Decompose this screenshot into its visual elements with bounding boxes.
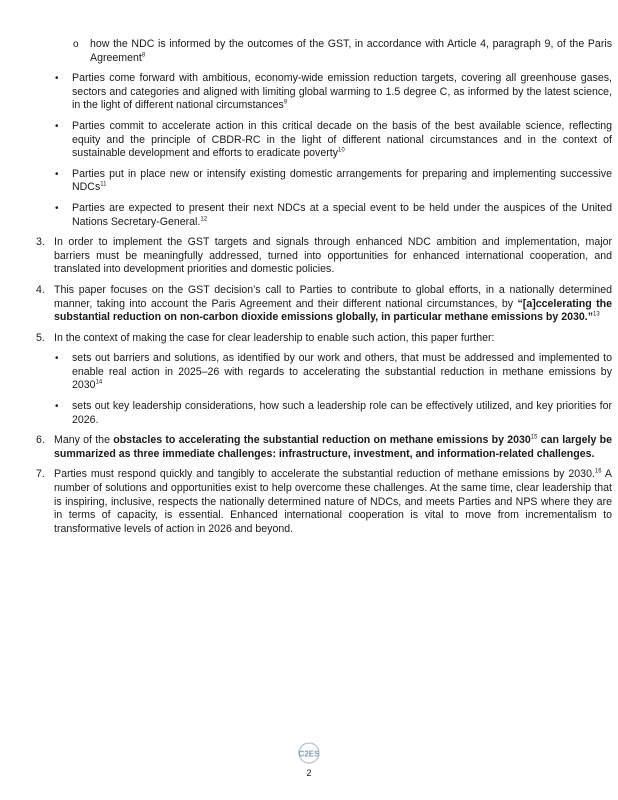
bullet-item: [36, 400, 612, 427]
footnote-ref[interactable]: 12: [200, 216, 208, 222]
paragraph-text: This paper focuses on the GST decision’s call to Parties to contribute to global efforts, in a nationally determined manner, taking into account the Paris Agreement and their different national circumstances, by: [54, 283, 612, 310]
footnote-ref[interactable]: 11: [100, 181, 107, 188]
paragraph-text: A number of solutions and opportunities exist to help overcome these challenges. At the same time, clear leadership that is inspiring, inclusive, respects the nationally determined nature of NDCs, and meets Parties and NPS where they are in terms of capacity, is essential. Enhanced international cooperation is vital to move from incrementalism to transformative levels of action in 2026 and beyond.: [54, 468, 612, 535]
paragraph-text: Many of the: [54, 434, 114, 447]
paragraph-number: 4.: [36, 283, 45, 296]
bullet-marker: •: [55, 120, 59, 132]
numbered-paragraph: [36, 332, 612, 346]
paragraph-bold-text: can largely be summarized as three immediate challenges: infrastructure, investment, and information-related challenges.: [54, 434, 612, 460]
bullet-text: Parties are expected to present their next NDCs at a special event to be held under the auspices of the United Nations Secretary-General.: [72, 201, 612, 228]
bullet-item: [36, 168, 612, 195]
footnote-ref[interactable]: 16: [594, 468, 602, 475]
bullet-marker: •: [55, 168, 59, 180]
footnote-ref[interactable]: 14: [95, 379, 103, 386]
c2es-logo-icon: [296, 742, 322, 764]
bullet-text: sets out key leadership considerations, how such a leadership role can be effectively utilized, and key priorities for 2026.: [72, 400, 612, 426]
paragraph-bold-quote: “[a]ccelerating the substantial reduction on non-carbon dioxide emissions globally, in particular methane emissions by 2030.”: [54, 297, 612, 324]
sub-bullet-marker: o: [73, 39, 79, 50]
footnote-ref[interactable]: 15: [530, 434, 538, 441]
sub-bullet-text: how the NDC is informed by the outcomes of the GST, in accordance with Article 4, paragraph 9, of the Paris Agreement: [90, 38, 612, 64]
paragraph-number: 7.: [36, 468, 45, 481]
bullet-marker: •: [55, 401, 59, 413]
bullet-marker: •: [55, 202, 59, 214]
bullet-marker: •: [55, 73, 59, 85]
paragraph-number: 6.: [36, 434, 45, 447]
bullet-text: Parties come forward with ambitious, economy-wide emission reduction targets, covering all greenhouse gases, sectors and categories and aligned with limiting global warming to 1.5 degree C, as informed by the latest science, in the light of different national circumstances: [72, 72, 612, 112]
page-number: 2: [306, 768, 312, 778]
bullet-text: Parties put in place new or intensify existing domestic arrangements for preparing and implementing successive NDCs: [72, 167, 612, 194]
paragraph-number: 3.: [36, 236, 45, 249]
numbered-paragraph: [36, 434, 612, 461]
paragraph-text: In the context of making the case for clear leadership to enable such action, this paper further:: [54, 331, 495, 344]
footnote-ref[interactable]: 10: [338, 147, 345, 154]
bullet-item: [36, 120, 612, 161]
bullet-text: Parties commit to accelerate action in this critical decade on the basis of the best available science, reflecting equity and the principle of CBDR-RC in the light of different national circumstances and in the context of sustainable development and efforts to eradicate poverty: [72, 119, 612, 160]
bullet-item: [36, 202, 612, 229]
bullet-item: [36, 352, 612, 393]
logo-text: C2ES: [298, 749, 320, 759]
footnote-ref[interactable]: 13: [593, 311, 600, 318]
footnote-ref[interactable]: 9: [283, 99, 288, 106]
bullet-text: sets out barriers and solutions, as identified by our work and others, that must be addressed and implemented to enable real action in 2025–26 with regards to accelerating the substantial reduction in methane emissions by 2030: [72, 352, 612, 392]
bullet-item: [36, 72, 612, 113]
paragraph-text: In order to implement the GST targets and signals through enhanced NDC ambition and implementation, major barriers must be meaningfully addressed, turned into opportunities for enhanced international cooperation, and translated into development priorities and domestic policies.: [54, 236, 612, 276]
document-body: [36, 38, 612, 543]
numbered-paragraph: [36, 468, 612, 536]
paragraph-number: 5.: [36, 331, 45, 344]
paragraph-bold-text: obstacles to accelerating the substantial reduction on methane emissions by 2030: [113, 434, 531, 447]
numbered-paragraph: [36, 236, 612, 277]
bullet-marker: •: [55, 353, 59, 365]
paragraph-text: Parties must respond quickly and tangibly to accelerate the substantial reduction of methane emissions by 2030.: [54, 468, 595, 481]
footnote-ref[interactable]: 8: [141, 52, 146, 59]
numbered-paragraph: [36, 284, 612, 325]
sub-bullet-item: [36, 38, 612, 65]
